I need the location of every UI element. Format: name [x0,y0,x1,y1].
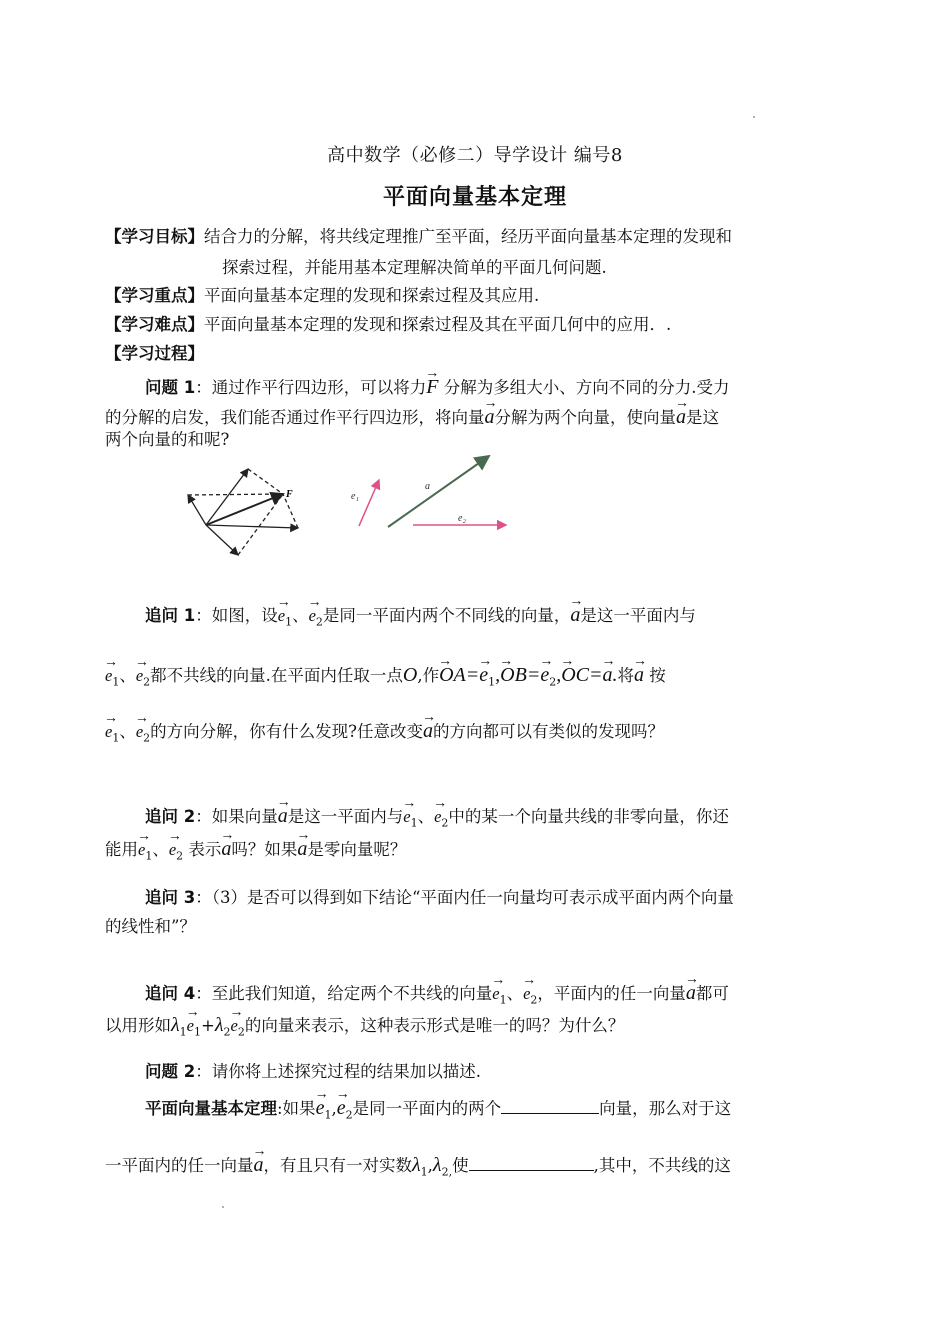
page-title: 平面向量基本定理 [382,185,567,210]
vector-e1: → e [187,1014,194,1038]
vector-e1: → e [479,663,488,687]
subscript: 2 [549,675,557,689]
f4-label: 追问 4 [145,984,196,1003]
comma: , [495,664,501,686]
lambda: λ [214,1014,224,1036]
f1-text: ：如图，设 [195,606,278,625]
q1-text: 分解为多组大小、方向不同的分力.受力 [443,378,730,397]
subscript: 2 [223,1025,231,1039]
equals: = [526,664,541,686]
vector-e2: → e [169,838,176,862]
theorem-line-1 [145,1095,731,1127]
vector-a: → a [254,1153,264,1177]
difficulty-text: 平面向量基本定理的发现和探索过程及其在平面几何中的应用．. [204,315,672,334]
e1-label: e₁ [351,491,359,502]
subscript: 1 [112,675,120,689]
subscript: 2 [237,1025,245,1039]
vector-a: → a [278,804,288,828]
a-label: a [425,481,430,492]
theorem-text: 使 [452,1156,469,1175]
separator: 、 [506,984,524,1003]
subscript: 2 [176,849,184,863]
subscript: 2 [315,615,323,629]
vector-e1: → e [403,805,410,829]
subscript: 1 [499,993,507,1007]
vector-e2: → e [337,1096,346,1120]
f2-line-2 [105,837,406,868]
vector-a: → a [634,663,644,687]
vector-a: → a [603,663,613,687]
q2-text: ：请你将上述探究过程的结果加以描述. [195,1062,481,1081]
vector-a: → a [570,603,580,627]
vector-e1: → e [278,604,285,628]
vector-a: → a [676,405,686,429]
vector-a: → a [485,405,495,429]
theorem-label: 平面向量基本定理 [145,1099,277,1118]
f4-line-2 [105,1013,624,1044]
subscript: 1 [285,615,293,629]
q2-label: 问题 2 [145,1062,196,1081]
blank-line[interactable] [501,1095,599,1114]
scan-dot [753,116,755,118]
q1-text: 分解为两个向量，使向量 [494,408,676,427]
goal-text-2: 探索过程，并能用基本定理解决简单的平面几何问题. [222,258,607,277]
q1-line-3: 两个向量的和呢? [105,430,230,449]
f4-text: ，平面内的任一向量 [537,984,686,1003]
f1-text: 的方向分解，你有什么发现?任意改变 [150,722,424,741]
subscript: 1 [324,1108,332,1122]
vector-e2: → e [540,663,549,687]
subscript: 1 [420,1165,428,1179]
f1-text: ,作 [417,666,440,685]
theorem-text: :如果 [277,1099,316,1118]
subscript: 1 [410,816,418,830]
theorem-text: 一平面内的任一向量 [105,1156,254,1175]
f1-text: 按 [649,666,666,685]
f2-text: 中的某一个向量共线的非零向量，你还 [448,807,729,826]
separator: 、 [119,722,136,741]
f2-text: 吗？如果 [231,840,298,859]
comma: , [556,664,562,686]
vector-a: → a [297,837,307,861]
vector-e2: → e [434,805,441,829]
separator: 、 [152,840,169,859]
subscript: 2 [143,731,151,745]
vector-e2: → e [136,664,143,688]
f3-label: 追问 3 [145,888,196,907]
subscript: 1 [194,1025,201,1039]
theorem-text: ,其中，不共线的这 [593,1156,731,1175]
f2-text: ：如果向量 [195,807,278,826]
goal-text: 结合力的分解，将共线定理推广至平面，经历平面向量基本定理的发现和 [204,227,732,246]
equals: = [465,664,480,686]
theorem-text: ，有且只有一对实数 [263,1156,412,1175]
vector-e1: → e [316,1096,325,1120]
subscript: 1 [488,675,496,689]
theorem-text: 是同一平面内的两个 [352,1099,502,1118]
f3-text: ：（3）是否可以得到如下结论“平面内任一向量均可表示成平面内两个向量 [195,888,734,907]
F-label: F [286,489,293,500]
vector-a: → a [221,837,231,861]
f1-text: 是这一平面内与 [580,606,696,625]
f1-text: 都不共线的向量.在平面内任取一点 [150,666,403,685]
lambda: λ [171,1014,180,1036]
scan-dot [222,1206,224,1208]
doc-subtitle: 高中数学（必修二）导学设计 编号8 [327,145,623,166]
key-text: 平面向量基本定理的发现和探索过程及其应用. [204,286,540,305]
vector-a: → a [686,981,696,1005]
vector-e1: → e [492,982,499,1006]
f2-label: 追问 2 [145,807,196,826]
theorem-line-2 [105,1152,731,1184]
comma: , [427,1156,433,1175]
q1-line-2 [105,405,719,430]
q1-label: 问题 1 [145,378,196,397]
vector-a: → a [423,719,433,743]
f2-text: 是零向量呢？ [307,840,407,859]
e1-arrow [359,480,379,526]
f1-text: 是同一平面内两个不同线的向量， [322,606,571,625]
point-O: O [402,664,418,686]
subscript: 1 [145,849,153,863]
lambda: λ [432,1154,442,1176]
theorem-text: 向量，那么对于这 [599,1099,732,1118]
difficulty-label: 【学习难点】 [105,315,204,334]
a-arrow [388,456,489,527]
difficulty-row [105,313,671,337]
period: . [612,664,618,686]
f4-text: 的向量来表示，这种表示形式是唯一的吗？为什么？ [244,1016,625,1035]
process-label: 【学习过程】 [105,344,204,363]
vector-e2: → e [136,720,143,744]
f1-line-1 [145,603,696,634]
comma: , [331,1099,337,1118]
force-decomposition-figure [180,455,510,560]
vector-e1: → e [105,664,112,688]
subscript: 1 [112,731,120,745]
vector-e2: → e [309,604,316,628]
separator: 、 [417,807,435,826]
vector-e1: → e [105,720,112,744]
lambda: λ [412,1154,421,1176]
vector-OC: → OC [561,663,589,687]
f1-line-2 [105,663,666,694]
f3-line-1 [145,886,734,910]
f4-text: ：至此我们知道，给定两个不共线的向量 [195,984,493,1003]
key-row [105,284,539,308]
f1-label: 追问 1 [145,606,196,625]
plus: + [201,1016,215,1035]
blank-line[interactable] [469,1152,594,1171]
vector-e2: → e [523,982,530,1006]
subscript: 1 [179,1025,187,1039]
subscript: 2 [530,993,538,1007]
q1-text: 的分解的启发，我们能否通过作平行四边形，将向量 [105,408,485,427]
vector-e1: → e [138,838,145,862]
subscript: 2 [441,816,449,830]
vector-OB: → OB [500,663,527,687]
q1-line-1 [145,375,729,400]
q2-line [145,1060,481,1084]
f3-line-2: 的线性和”？ [105,917,196,936]
goal-row [105,225,732,249]
f2-text: 能用 [105,840,138,859]
f4-text: 都可 [695,984,729,1003]
vector-F: → F [426,375,438,399]
subscript: 2 [143,675,151,689]
vector-e2: → e [231,1014,238,1038]
f1-line-3 [105,719,664,750]
f2-text: 表示 [188,840,222,859]
q1-text: ：通过作平行四边形，可以将力 [195,378,427,397]
f4-text: 以用形如 [105,1016,171,1035]
parallelogram-diagram [188,469,298,555]
goal-label: 【学习目标】 [105,227,204,246]
q1-text: 是这 [686,408,719,427]
vector-OA: → OA [439,663,466,687]
separator: 、 [119,666,136,685]
f2-text: 是这一平面内与 [287,807,404,826]
e2-label: e₂ [458,513,466,524]
f1-text: 将 [617,666,635,685]
key-label: 【学习重点】 [105,286,204,305]
equals: = [589,664,603,686]
subscript: 2, [441,1165,453,1179]
subscript: 2 [345,1108,353,1122]
separator: 、 [292,606,309,625]
f1-text: 的方向都可以有类似的发现吗？ [433,722,665,741]
